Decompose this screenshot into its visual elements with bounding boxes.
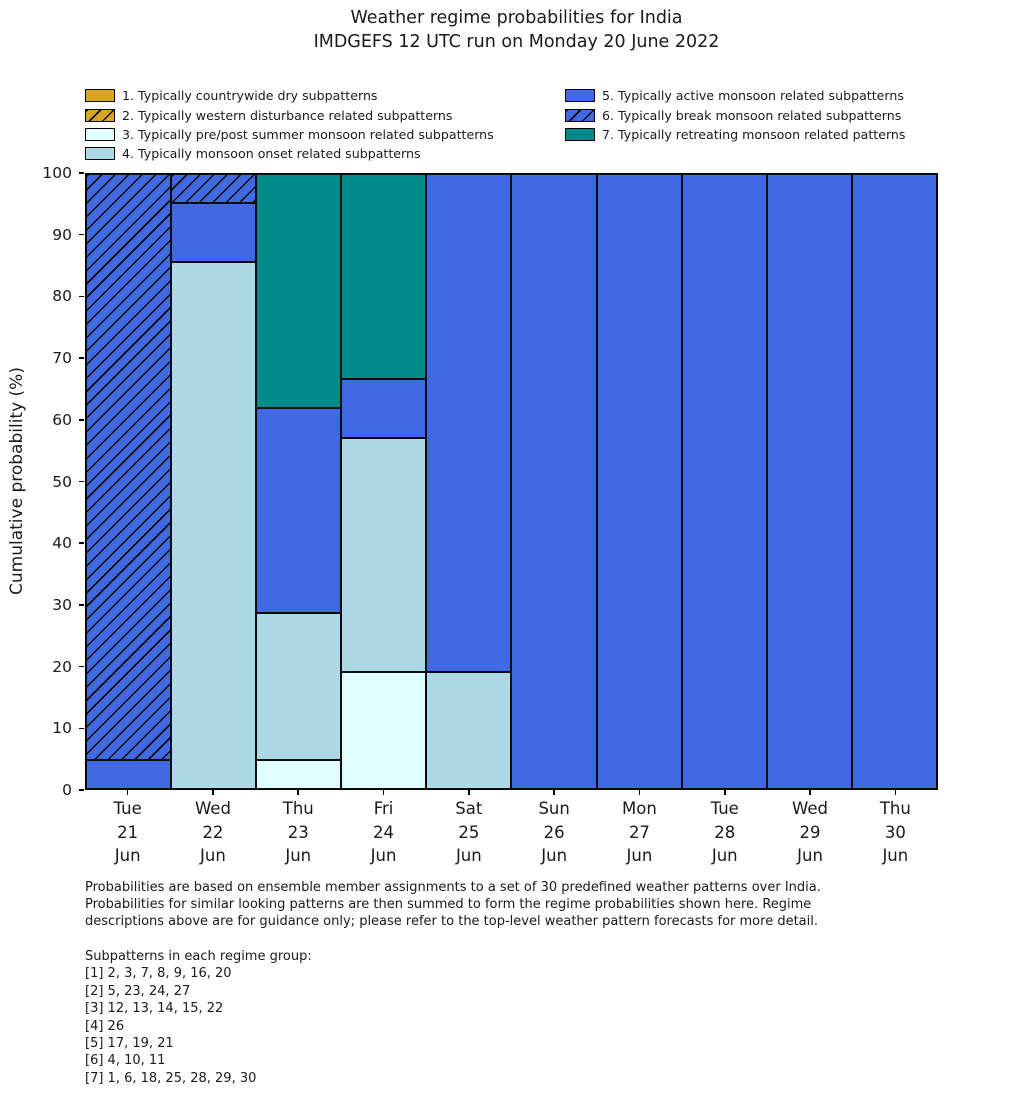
y-tick-mark-10	[79, 728, 84, 730]
bar-segment-regime-4	[256, 613, 341, 759]
x-tick-day: Tue	[113, 799, 142, 818]
legend-label-regime-1: 1. Typically countrywide dry subpatterns	[122, 88, 378, 104]
legend-swatch-regime-1	[85, 89, 115, 102]
x-tick-mark-wed-29	[809, 790, 811, 795]
x-tick-day: Thu	[879, 799, 911, 818]
x-tick-day: Sat	[455, 799, 483, 818]
legend-label-regime-4: 4. Typically monsoon onset related subpatterns	[122, 146, 421, 162]
subpattern-group-4: [4] 26	[85, 1018, 125, 1034]
x-tick-day: Sun	[538, 799, 570, 818]
x-tick-date: 24	[373, 822, 395, 842]
x-tick-date: 22	[202, 822, 224, 842]
footer-note-line-1: Probabilities are based on ensemble member assignments to a set of 30 predefined weather patterns over India.	[85, 880, 821, 895]
y-tick-mark-30	[79, 604, 84, 606]
x-tick-month: Jun	[200, 846, 226, 865]
x-tick-date: 30	[884, 822, 906, 842]
subpattern-group-3: [3] 12, 13, 14, 15, 22	[85, 1001, 224, 1017]
y-tick-label-60: 60	[52, 410, 72, 429]
x-tick-month: Jun	[370, 846, 397, 865]
x-tick-mark-tue-21	[127, 790, 129, 795]
legend-item-regime-3	[85, 125, 494, 144]
x-tick-date: 27	[628, 822, 650, 842]
bar-segment-regime-4	[426, 672, 511, 789]
x-tick-date: 23	[287, 822, 309, 842]
legend-swatch-regime-7	[565, 128, 595, 141]
y-tick-label-30: 30	[52, 595, 72, 614]
bar-segment-regime-4	[341, 438, 426, 672]
y-axis-label: Cumulative probability (%)	[7, 367, 27, 595]
x-tick-month: Jun	[541, 846, 568, 865]
x-tick-month: Jun	[114, 846, 141, 865]
x-tick-day: Wed	[194, 799, 231, 818]
legend-swatch-regime-6	[565, 109, 595, 122]
bar-tue-28	[682, 174, 767, 789]
legend-swatch-regime-3	[85, 128, 115, 141]
x-tick-mark-thu-23	[297, 790, 299, 795]
x-tick-day: Mon	[622, 799, 657, 818]
legend-swatch-regime-4	[85, 147, 115, 160]
subpattern-group-5: [5] 17, 19, 21	[85, 1036, 174, 1052]
bar-segment-regime-5	[171, 203, 256, 262]
x-tick-mark-sat-25	[468, 790, 470, 795]
bar-segment-regime-5	[682, 174, 767, 789]
y-tick-mark-60	[79, 419, 84, 421]
legend-column-right	[565, 86, 905, 144]
bar-segment-regime-5	[852, 174, 937, 789]
x-tick-label-sun-26	[512, 797, 597, 868]
x-tick-label-mon-27	[597, 797, 682, 868]
y-tick-label-10: 10	[52, 719, 72, 738]
x-tick-mark-sun-26	[553, 790, 555, 795]
x-tick-day: Wed	[792, 799, 829, 818]
bar-segment-regime-5	[426, 174, 511, 672]
x-tick-month: Jun	[797, 846, 823, 865]
bar-segment-regime-5	[256, 408, 341, 613]
bar-thu-30	[852, 174, 937, 789]
bar-segment-regime-5	[511, 174, 596, 789]
footer-note-line-3: descriptions above are for guidance only; please refer to the top-level weather pattern forecasts for more detail.	[85, 914, 818, 930]
x-tick-label-wed-29	[767, 797, 852, 868]
legend-label-regime-2: 2. Typically western disturbance related subpatterns	[122, 107, 453, 123]
legend-item-regime-4	[85, 144, 494, 163]
subpattern-group-1: [1] 2, 3, 7, 8, 9, 16, 20	[85, 966, 232, 982]
subpatterns-heading: Subpatterns in each regime group:	[85, 949, 312, 964]
x-tick-mark-mon-27	[639, 790, 641, 795]
x-tick-month: Jun	[626, 846, 653, 865]
x-tick-mark-tue-28	[724, 790, 726, 795]
bar-segment-regime-3	[341, 672, 426, 789]
y-tick-mark-100	[79, 172, 84, 174]
x-tick-label-thu-30	[853, 797, 938, 868]
legend-label-regime-3: 3. Typically pre/post summer monsoon related subpatterns	[122, 126, 494, 142]
bar-thu-23	[256, 174, 341, 789]
x-tick-label-wed-22	[170, 797, 255, 868]
legend-item-regime-5	[565, 86, 905, 105]
bar-segment-regime-7	[341, 174, 426, 379]
y-tick-label-90: 90	[52, 225, 72, 244]
legend-label-regime-7: 7. Typically retreating monsoon related patterns	[602, 126, 906, 142]
legend-swatch-regime-2	[85, 109, 115, 122]
x-tick-date: 26	[543, 822, 565, 842]
legend-item-regime-2	[85, 105, 494, 124]
x-tick-month: Jun	[285, 846, 312, 865]
chart-subtitle: IMDGEFS 12 UTC run on Monday 20 June 2022	[313, 32, 720, 52]
y-tick-mark-50	[79, 481, 84, 483]
plot-bars	[86, 174, 937, 789]
x-tick-mark-fri-24	[383, 790, 385, 795]
legend-item-regime-1	[85, 86, 494, 105]
x-tick-day: Tue	[710, 799, 739, 818]
bar-tue-21	[86, 174, 171, 789]
subpattern-group-7: [7] 1, 6, 18, 25, 28, 29, 30	[85, 1070, 257, 1086]
y-tick-label-100: 100	[42, 164, 72, 182]
y-tick-label-70: 70	[52, 349, 72, 368]
footer-notes	[85, 879, 821, 931]
bar-segment-regime-5	[767, 174, 852, 789]
y-tick-mark-80	[79, 296, 84, 298]
chart-title: Weather regime probabilities for India	[350, 8, 683, 28]
y-tick-label-40: 40	[52, 534, 72, 553]
bar-fri-24	[341, 174, 426, 789]
x-tick-month: Jun	[882, 846, 909, 865]
legend-label-regime-5: 5. Typically active monsoon related subpatterns	[602, 88, 904, 104]
x-tick-month: Jun	[711, 846, 738, 865]
x-tick-date: 29	[799, 822, 821, 842]
legend-item-regime-7	[565, 125, 905, 144]
x-tick-label-tue-21	[85, 797, 170, 868]
x-tick-date: 21	[117, 822, 139, 842]
x-tick-mark-thu-30	[895, 790, 897, 795]
y-tick-label-80: 80	[52, 287, 72, 306]
x-tick-label-thu-23	[256, 797, 341, 868]
bar-segment-regime-6	[171, 174, 256, 203]
y-tick-mark-70	[79, 357, 84, 359]
bar-segment-regime-5	[597, 174, 682, 789]
plot-area	[85, 173, 938, 790]
subpattern-group-2: [2] 5, 23, 24, 27	[85, 983, 191, 999]
legend-item-regime-6	[565, 105, 905, 124]
x-tick-day: Fri	[373, 799, 394, 818]
bar-segment-regime-5	[86, 760, 171, 789]
subpatterns-block	[85, 948, 312, 1087]
x-tick-label-tue-28	[682, 797, 767, 868]
legend-label-regime-6: 6. Typically break monsoon related subpatterns	[602, 107, 902, 123]
x-tick-date: 25	[458, 822, 480, 842]
y-tick-label-50: 50	[52, 472, 72, 491]
y-tick-label-0: 0	[62, 781, 72, 799]
x-tick-label-sat-25	[426, 797, 511, 868]
bar-wed-29	[767, 174, 852, 789]
subpattern-group-6: [6] 4, 10, 11	[85, 1053, 166, 1069]
x-tick-label-fri-24	[341, 797, 426, 868]
x-tick-mark-wed-22	[212, 790, 214, 795]
bar-segment-regime-4	[171, 262, 256, 789]
bar-sun-26	[511, 174, 596, 789]
x-tick-month: Jun	[455, 846, 482, 865]
subpatterns-list	[85, 965, 312, 1087]
legend-column-left	[85, 86, 494, 164]
footer-note-line-2: Probabilities for similar looking patterns are then summed to form the regime probabilities shown here. Regime	[85, 897, 812, 913]
bar-wed-22	[171, 174, 256, 789]
bar-segment-regime-3	[256, 760, 341, 789]
bar-segment-regime-5	[341, 379, 426, 438]
bar-sat-25	[426, 174, 511, 789]
x-tick-day: Thu	[282, 799, 314, 818]
bar-segment-regime-7	[256, 174, 341, 408]
y-tick-label-20: 20	[52, 657, 72, 676]
bar-mon-27	[597, 174, 682, 789]
y-tick-mark-0	[79, 789, 84, 791]
y-tick-mark-90	[79, 234, 84, 236]
legend-swatch-regime-5	[565, 89, 595, 102]
bar-segment-regime-6	[86, 174, 171, 760]
y-tick-mark-20	[79, 666, 84, 668]
x-tick-date: 28	[714, 822, 736, 842]
y-tick-mark-40	[79, 542, 84, 544]
